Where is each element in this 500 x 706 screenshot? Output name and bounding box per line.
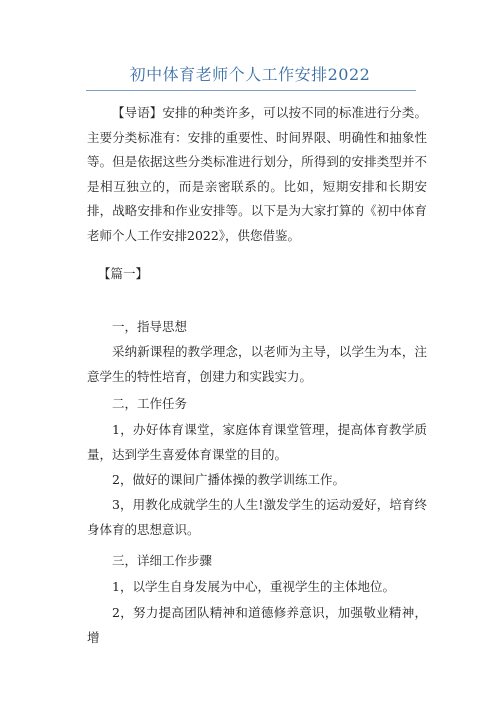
intro-paragraph: 【导语】安排的种类许多，可以按不同的标准进行分类。主要分类标准有：安排的重要性、时间界限、明确性和抽象性等。但是依据这些分类标准进行划分，所得到的安排类型并不是相互独立的，而是亲密联系的。比如，短期安排和长期安排，战略安排和作业安排等。以下是为大家打算的《初中体育老师个人工作安排2022》，供您借鉴。 [87, 105, 427, 243]
body-paragraph: 2，做好的课间广播体操的教学训练工作。 [112, 472, 345, 487]
body-paragraph: 1，办好体育课堂，家庭体育课堂管理，提高体育教学质量，达到学生喜爱体育课堂的目的。 [87, 422, 427, 462]
title-divider [86, 90, 416, 91]
body-paragraph: 2，努力提高团队精神和道德修养意识，加强敬业精神，增 [87, 605, 427, 645]
section-heading-guidance: 一，指导思想 [112, 319, 188, 334]
section-heading-tasks: 二，工作任务 [112, 396, 188, 411]
body-paragraph: 3，用教化成就学生的人生!激发学生的运动爱好，培育终身体育的思想意识。 [87, 497, 427, 537]
body-paragraph: 1，以学生自身发展为中心，重视学生的主体地位。 [112, 579, 395, 594]
section-heading-steps: 三，详细工作步骤 [112, 553, 213, 568]
part-label: 【篇一】 [98, 266, 149, 281]
document-title: 初中体育老师个人工作安排2022 [129, 65, 371, 84]
body-paragraph: 采纳新课程的教学理念，以老师为主导，以学生为本，注意学生的特性培育，创建力和实践实力。 [87, 344, 427, 384]
